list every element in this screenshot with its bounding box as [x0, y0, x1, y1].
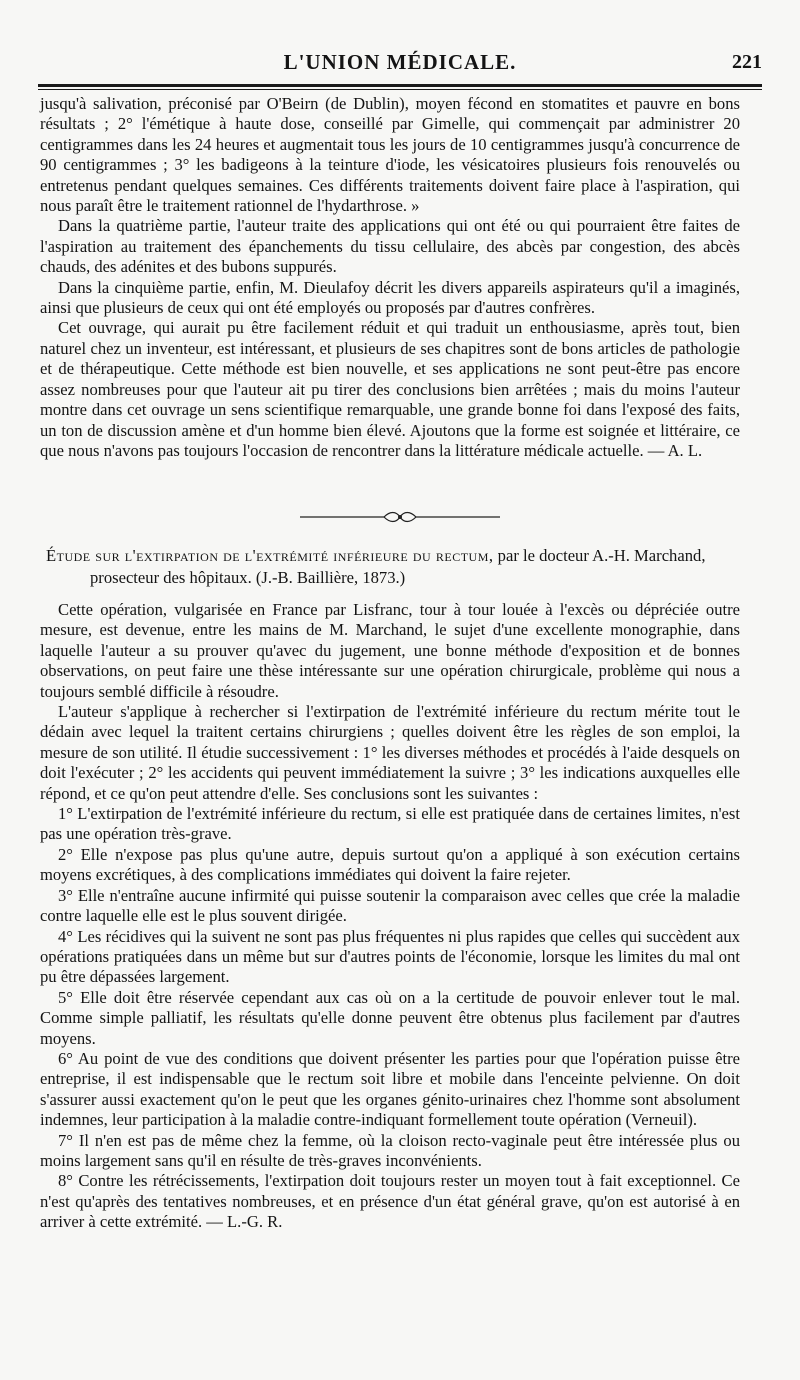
conclusion-item: 4° Les récidives qui la suivent ne sont pas plus fréquentes ni plus rapides que celles qui succèdent aux opérations pratiquées dans un même but sur d'autres points de l'économie, lorsque les limites du mal ont pu être dépassées largement.	[40, 926, 740, 987]
ornamental-separator	[300, 510, 500, 524]
conclusion-item: 7° Il n'en est pas de même chez la femme, où la cloison recto-vaginale peut être intéressée plus ou moins largement sans qu'il en résulte de très-graves inconvénients.	[40, 1130, 740, 1170]
running-title: L'UNION MÉDICALE.	[283, 50, 517, 74]
paragraph: L'auteur s'applique à rechercher si l'extirpation de l'extrémité inférieure du rectum mérite tout le dédain avec lequel la traitent certains chirurgiens ; quelles doivent être les règles de son emploi, la mesure de son utilité. Il étudie successivement : 1° les diverses méthodes et procédés à l'aide desquels on doit l'exécuter ; 2° les accidents qui peuvent immédiatement la suivre ; 3° les indications auxquelles elle répond, et ce qu'on peut attendre d'elle. Ses conclusions sont les suivantes :	[40, 702, 740, 803]
conclusion-item: 6° Au point de vue des conditions que doivent présenter les parties pour que l'opération puisse être entreprise, il est indispensable que le rectum soit libre et mobile dans l'enceinte pelvienne. On doit s'assurer aussi exactement qu'on le peut que les organes génito-urinaires chez l'homme sont absolument indemnes, leur participation à la maladie contre-indiquant formellement toute opération (Verneuil).	[40, 1048, 740, 1130]
page-number: 221	[732, 51, 762, 73]
conclusion-item: 5° Elle doit être réservée cependant aux cas où on a la certitude de pouvoir enlever tout le mal. Comme simple palliatif, les résultats qu'elle donne peuvent être obtenus plus facilement par d'autres moyens.	[40, 987, 740, 1048]
title-smallcaps: Étude sur l'extirpation de l'extrémité inférieure du rectum,	[46, 546, 494, 565]
page-header	[38, 44, 762, 78]
conclusion-item: 2° Elle n'expose pas plus qu'une autre, depuis surtout qu'on a appliqué à son exécution certains moyens excrétiques, à des complications immédiates qui doivent la faire rejeter.	[40, 844, 740, 885]
paragraph: Dans la cinquième partie, enfin, M. Dieulafoy décrit les divers appareils aspirateurs qu'il a imaginés, ainsi que plusieurs de ceux qui ont été employés ou proposés par d'autres confrères.	[40, 277, 740, 318]
header-rule	[38, 84, 762, 87]
paragraph: Cet ouvrage, qui aurait pu être facilement réduit et qui traduit un enthousiasme, après tout, bien naturel chez un inventeur, est intéressant, et plusieurs de ses chapitres sont de bons articles de pathologie et de thérapeutique. Cette méthode est bien nouvelle, et ses applications ne sont peut-être pas encore assez nombreuses pour que l'auteur ait pu tirer des conclusions bien arrêtées ; mais du moins l'auteur montre dans cet ouvrage un sens scientifique remarquable, une grande bonne foi dans l'exposé des faits, un ton de discussion amène et d'un homme bien élevé. Ajoutons que la forme est soignée et littéraire, ce que nous n'avons pas toujours l'occasion de rencontrer dans la littérature médicale actuelle. — A. L.	[40, 318, 740, 460]
conclusion-item: 1° L'extirpation de l'extrémité inférieure du rectum, si elle est pratiquée dans de certaines limites, n'est pas une opération très-grave.	[40, 804, 740, 844]
header-rule-thin	[38, 89, 762, 90]
paragraph: jusqu'à salivation, préconisé par O'Beirn (de Dublin), moyen fécond en stomatites et pauvre en bons résultats ; 2° l'émétique à haute dose, conseillé par Gimelle, qui commençait par administrer 20 centigrammes dans les 24 heures et augmentait tous les jours de 10 centigrammes jusqu'à concurrence de 90 centigrammes ; 3° les badigeons à la teinture d'iode, les vésicatoires plusieurs fois renouvelés ou entretenus pendant quelques semaines. Ces différents traitements doivent faire place à l'aspiration, qui nous paraît être le traitement rationnel de l'hydarthrose. »	[40, 94, 740, 216]
paragraph: Dans la quatrième partie, l'auteur traite des applications qui ont été ou qui pourraient être faites de l'aspiration au traitement des épanchements du tissu cellulaire, des abcès par congestion, des abcès chauds, des adénites et des bubons suppurés.	[40, 216, 740, 277]
conclusion-item: 8° Contre les rétrécissements, l'extirpation doit toujours rester un moyen tout à fait exceptionnel. Ce n'est qu'après des tentatives nombreuses, et en présence d'un état général grave, qu'on est autorisé à en arriver à cette extrémité. — L.-G. R.	[40, 1171, 740, 1232]
review-marchand-title	[46, 545, 740, 589]
review-marchand-body	[40, 600, 740, 1233]
title-publisher: prosecteur des hôpitaux. (J.-B. Baillière, 1873.)	[90, 568, 406, 587]
paragraph: Cette opération, vulgarisée en France par Lisfranc, tour à tour louée à l'excès ou dépréciée outre mesure, est devenue, entre les mains de M. Marchand, le sujet d'une excellente monographie, dans laquelle l'auteur a su prouver qu'avec du jugement, une bonne méthode d'exposition et de bonnes observations, on peut faire une thèse intéressante sur une opération chirurgicale, problème qui nous a toujours semblé difficile à résoudre.	[40, 600, 740, 701]
review-dieulafoy-continuation	[40, 94, 740, 461]
title-author: par le docteur A.-H. Marchand,	[493, 546, 706, 565]
conclusion-item: 3° Elle n'entraîne aucune infirmité qui puisse soutenir la comparaison avec celles que crée la maladie contre laquelle elle est le plus souvent dirigée.	[40, 885, 740, 926]
